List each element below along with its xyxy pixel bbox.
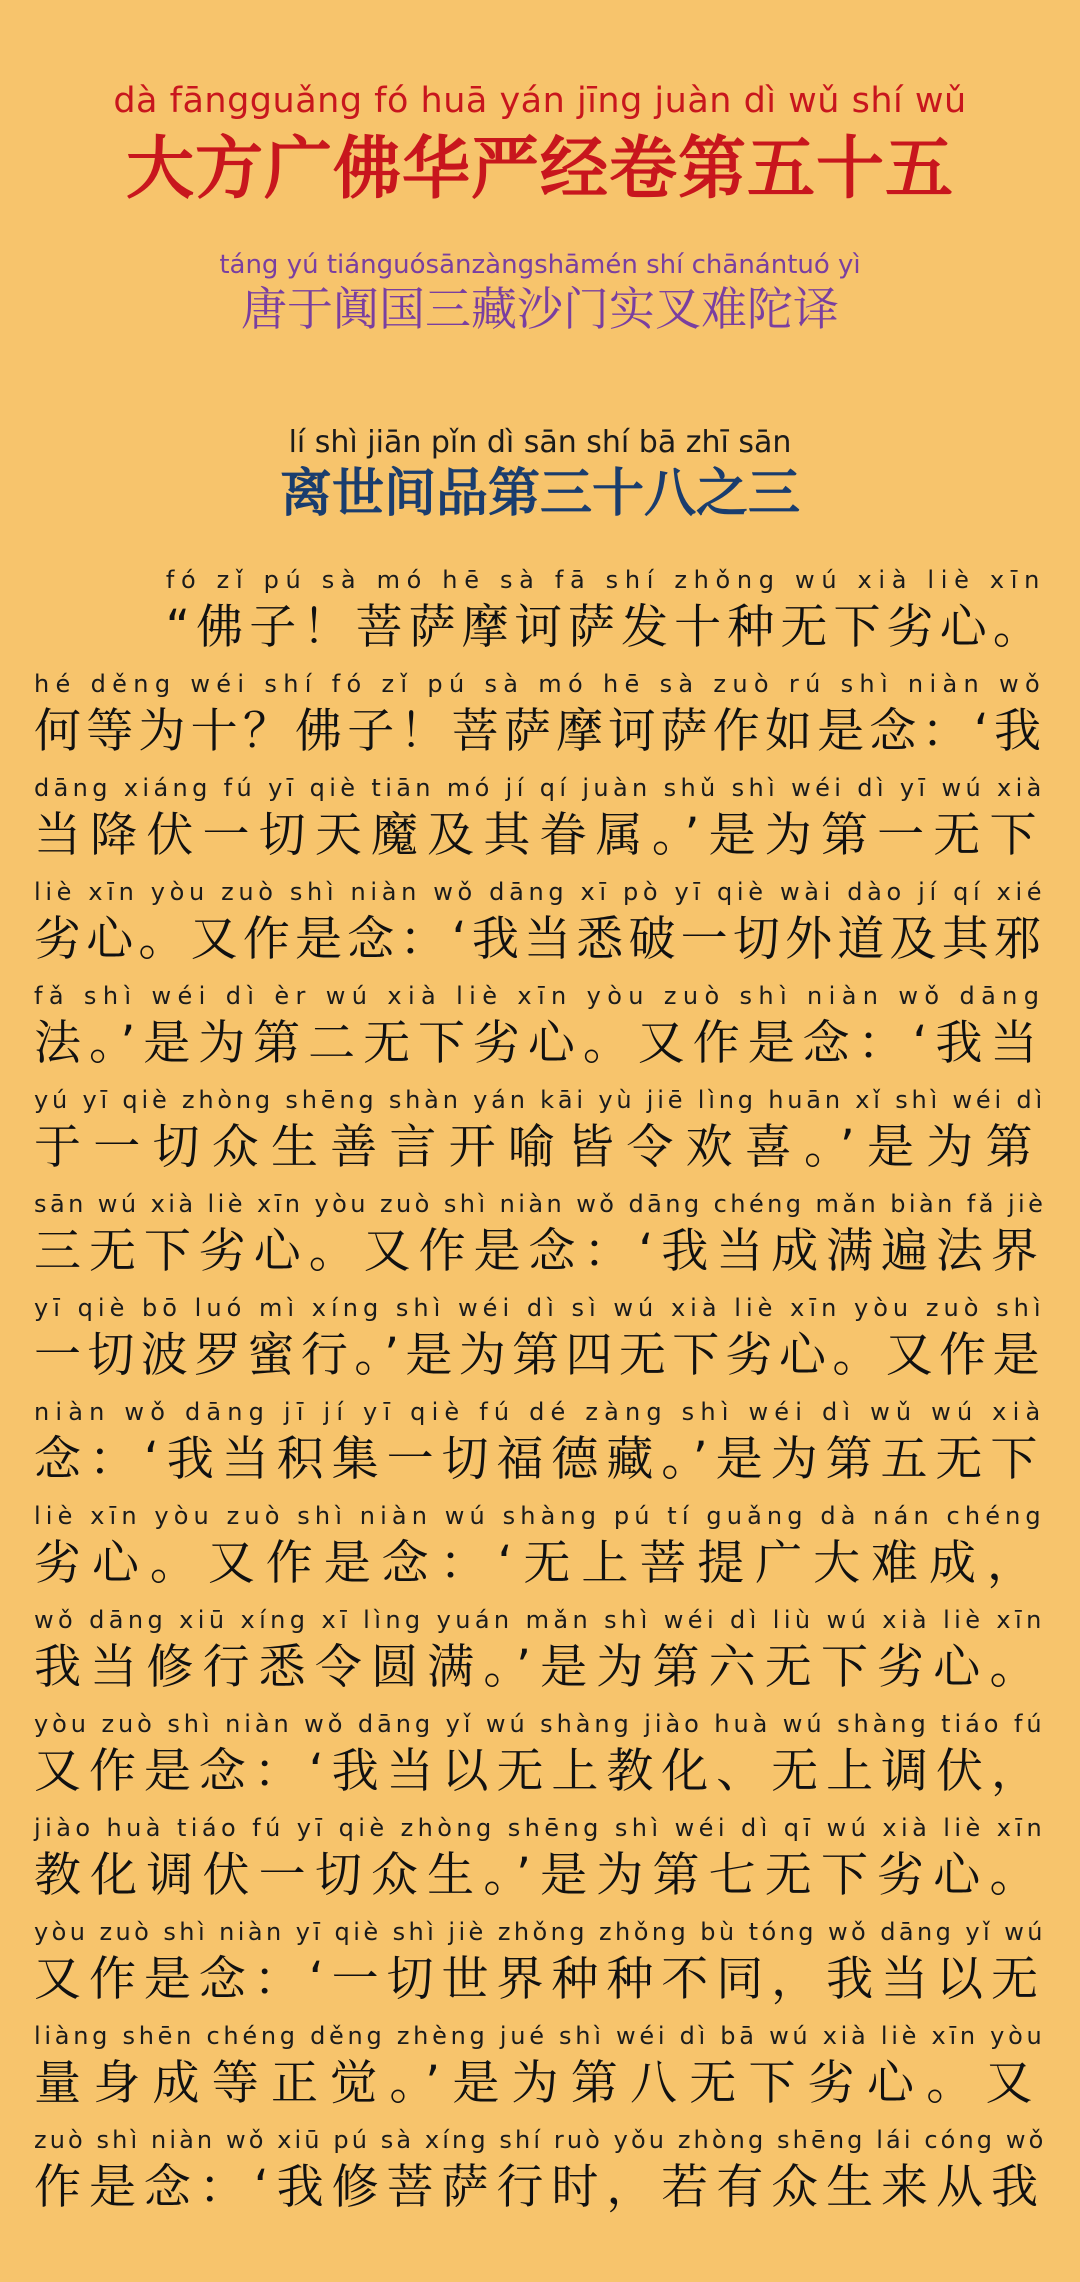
scripture-line <box>34 1192 1046 1296</box>
translator-credit <box>0 250 1080 336</box>
scripture-line <box>34 1504 1046 1608</box>
sutra-title <box>0 81 1080 209</box>
line-text: 当降伏一切天魔及其眷属。’是为第一无下 <box>34 808 1046 863</box>
line-pinyin: yòu zuò shì niàn yī qiè shì jiè zhǒng zhǒng bù tóng wǒ dāng yǐ wú <box>34 1918 1046 1946</box>
scripture-line <box>34 880 1046 984</box>
scripture-line <box>34 776 1046 880</box>
scripture-line <box>34 1608 1046 1712</box>
line-text: 作是念：‘我修菩萨行时，若有众生来从我 <box>34 2160 1046 2215</box>
line-text: 三无下劣心。又作是念：‘我当成满遍法界 <box>34 1224 1046 1279</box>
line-text: 量身成等正觉。’是为第八无下劣心。又 <box>34 2056 1045 2111</box>
line-pinyin: fǎ shì wéi dì èr wú xià liè xīn yòu zuò shì niàn wǒ dāng <box>34 982 1046 1010</box>
chapter-heading <box>0 425 1080 524</box>
line-pinyin: yòu zuò shì niàn wǒ dāng yǐ wú shàng jiào huà wú shàng tiáo fú <box>34 1710 1046 1738</box>
line-pinyin: niàn wǒ dāng jī jí yī qiè fú dé zàng shì wéi dì wǔ wú xià <box>34 1398 1047 1426</box>
scripture-line <box>34 2128 1046 2232</box>
line-text: 劣心。又作是念：‘我当悉破一切外道及其邪 <box>34 912 1047 967</box>
scripture-line <box>34 1712 1046 1816</box>
line-text: 于一切众生善言开喻皆令欢喜。’是为第 <box>34 1120 1045 1175</box>
line-text: 又作是念：‘一切世界种种不同，我当以无 <box>34 1952 1046 2007</box>
line-pinyin: liè xīn yòu zuò shì niàn wú shàng pú tí guǎng dà nán chéng <box>34 1502 1046 1530</box>
line-text: 一切波罗蜜行。’是为第四无下劣心。又作是 <box>34 1328 1046 1383</box>
line-text: “佛子！菩萨摩诃萨发十种无下劣心。 <box>165 600 1046 655</box>
line-text: 我当修行悉令圆满。’是为第六无下劣心。 <box>34 1640 1046 1695</box>
line-pinyin: liàng shēn chéng děng zhèng jué shì wéi dì bā wú xià liè xīn yòu <box>34 2022 1046 2050</box>
chapter-text: 离世间品第三十八之三 <box>279 463 800 524</box>
scripture-line <box>34 1920 1046 2024</box>
line-pinyin: yī qiè bō luó mì xíng shì wéi dì sì wú xià liè xīn yòu zuò shì <box>34 1294 1046 1322</box>
scripture-line <box>34 672 1046 776</box>
line-pinyin: wǒ dāng xiū xíng xī lìng yuán mǎn shì wéi dì liù wú xià liè xīn <box>34 1606 1046 1634</box>
chapter-pinyin: lí shì jiān pǐn dì sān shí bā zhī sān <box>288 425 792 460</box>
scripture-line <box>34 1816 1046 1920</box>
line-pinyin: jiào huà tiáo fú yī qiè zhòng shēng shì wéi dì qī wú xià liè xīn <box>34 1814 1047 1842</box>
line-pinyin: sān wú xià liè xīn yòu zuò shì niàn wǒ dāng chéng mǎn biàn fǎ jiè <box>34 1190 1047 1218</box>
translator-text: 唐于阗国三藏沙门实叉难陀译 <box>241 282 839 336</box>
line-text: 念：‘我当积集一切福德藏。’是为第五无下 <box>34 1432 1046 1487</box>
scripture-line <box>34 1296 1046 1400</box>
line-pinyin: dāng xiáng fú yī qiè tiān mó jí qí juàn shǔ shì wéi dì yī wú xià <box>34 774 1046 802</box>
sutra-title-text: 大方广佛华严经卷第五十五 <box>125 129 954 209</box>
line-pinyin: hé děng wéi shí fó zǐ pú sà mó hē sà zuò rú shì niàn wǒ <box>34 670 1047 698</box>
translator-pinyin: táng yú tiánguósānzàngshāmén shí chānántuó yì <box>219 250 861 280</box>
line-pinyin: liè xīn yòu zuò shì niàn wǒ dāng xī pò yī qiè wài dào jí qí xié <box>34 878 1047 906</box>
scripture-line <box>34 984 1046 1088</box>
scripture-body <box>34 568 1046 2232</box>
line-text: 法。’是为第二无下劣心。又作是念：‘我当 <box>34 1016 1046 1071</box>
line-text: 又作是念：‘我当以无上教化、无上调伏， <box>34 1744 1046 1799</box>
line-pinyin: fó zǐ pú sà mó hē sà fā shí zhǒng wú xià liè xīn <box>165 566 1046 594</box>
line-text: 何等为十？佛子！菩萨摩诃萨作如是念：‘我 <box>34 704 1047 759</box>
scripture-line <box>34 1088 1046 1192</box>
scripture-line <box>34 568 1046 672</box>
line-pinyin: yú yī qiè zhòng shēng shàn yán kāi yù jiē lìng huān xǐ shì wéi dì <box>34 1086 1046 1114</box>
line-text: 劣心。又作是念：‘无上菩提广大难成， <box>34 1536 1045 1591</box>
line-text: 教化调伏一切众生。’是为第七无下劣心。 <box>34 1848 1046 1903</box>
line-pinyin: zuò shì niàn wǒ xiū pú sà xíng shí ruò yǒu zhòng shēng lái cóng wǒ <box>34 2126 1047 2154</box>
scripture-line <box>34 2024 1046 2128</box>
scripture-line <box>34 1400 1046 1504</box>
sutra-title-pinyin: dà fāngguǎng fó huā yán jīng juàn dì wǔ shí wǔ <box>113 81 967 121</box>
